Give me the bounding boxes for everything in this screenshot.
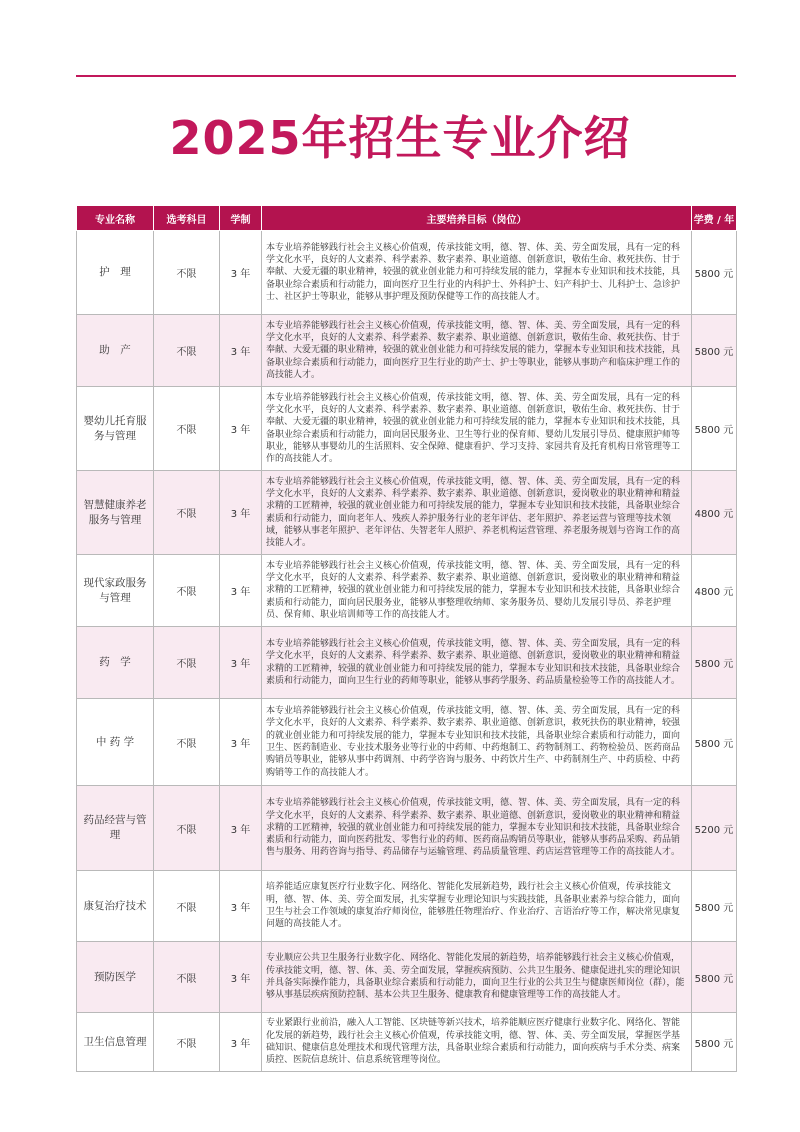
subject-cell: 不限 xyxy=(154,1013,220,1072)
duration-cell: 3 年 xyxy=(220,699,262,786)
fee-cell: 5800 元 xyxy=(692,315,737,387)
top-divider xyxy=(76,75,736,77)
major-name-cell: 康复治疗技术 xyxy=(77,871,154,942)
major-name-cell: 药 学 xyxy=(77,627,154,699)
subject-cell: 不限 xyxy=(154,471,220,555)
header-fee: 学费 / 年 xyxy=(692,206,737,231)
table-body xyxy=(77,231,737,1072)
fee-cell: 4800 元 xyxy=(692,471,737,555)
duration-cell: 3 年 xyxy=(220,315,262,387)
goal-cell: 本专业培养能够践行社会主义核心价值观，传承技能文明，德、智、体、美、劳全面发展，具有一定的科学文化水平，良好的人文素养、科学素养、数字素养、职业道德、创新意识，爱岗敬业的职业精神和精益求精的工匠精神，较强的就业创业能力和可持续发展的能力，掌握本专业知识和技术技能，具备职业综合素质和行动能力，面向居民服务业，能够从事整理收纳师、家务服务员、婴幼儿发展引导员、养老护理员、保育师、职业培训师等工作的高技能人才。 xyxy=(262,555,692,627)
subject-cell: 不限 xyxy=(154,627,220,699)
major-name-cell: 婴幼儿托育服务与管理 xyxy=(77,387,154,471)
table-row xyxy=(77,627,737,699)
fee-cell: 5800 元 xyxy=(692,699,737,786)
duration-cell: 3 年 xyxy=(220,231,262,315)
goal-cell: 本专业培养能够践行社会主义核心价值观，传承技能文明，德、智、体、美、劳全面发展，具有一定的科学文化水平，良好的人文素养、科学素养、数字素养、职业道德、创新意识，敬佑生命、救死扶伤、甘于奉献、大爱无疆的职业精神，较强的就业创业能力和可持续发展的能力，掌握本专业知识和技术技能，具备职业综合素质和行动能力，面向医疗卫生行业的助产士、护士等职业，能够从事助产和临床护理工作的高技能人才。 xyxy=(262,315,692,387)
duration-cell: 3 年 xyxy=(220,1013,262,1072)
header-subject: 选考科目 xyxy=(154,206,220,231)
page-title: 2025年招生专业介绍 xyxy=(169,111,631,165)
goal-cell: 本专业培养能够践行社会主义核心价值观，传承技能文明，德、智、体、美、劳全面发展，具有一定的科学文化水平，良好的人文素养、科学素养、数字素养、职业道德、创新意识，爱岗敬业的职业精神和精益求精的工匠精神，较强的就业创业能力和可持续发展的能力，掌握本专业知识和技术技能，具备职业综合素质和行动能力，面向卫生行业的药师等职业，能够从事药学服务、药品质量检验等工作的高技能人才。 xyxy=(262,627,692,699)
duration-cell: 3 年 xyxy=(220,942,262,1013)
major-name-cell: 护 理 xyxy=(77,231,154,315)
duration-cell: 3 年 xyxy=(220,555,262,627)
header-goal: 主要培养目标（岗位） xyxy=(262,206,692,231)
duration-cell: 3 年 xyxy=(220,627,262,699)
fee-cell: 5800 元 xyxy=(692,231,737,315)
fee-cell: 5800 元 xyxy=(692,871,737,942)
table-row xyxy=(77,942,737,1013)
duration-cell: 3 年 xyxy=(220,786,262,871)
subject-cell: 不限 xyxy=(154,786,220,871)
fee-cell: 5800 元 xyxy=(692,387,737,471)
subject-cell: 不限 xyxy=(154,555,220,627)
major-name-cell: 预防医学 xyxy=(77,942,154,1013)
majors-table xyxy=(76,205,737,1072)
duration-cell: 3 年 xyxy=(220,387,262,471)
table-row xyxy=(77,387,737,471)
goal-cell: 本专业培养能够践行社会主义核心价值观，传承技能文明，德、智、体、美、劳全面发展，具有一定的科学文化水平，良好的人文素养、科学素养、数字素养、职业道德、创新意识，爱岗敬业的职业精神和精益求精的工匠精神，较强的就业创业能力和可持续发展的能力，掌握本专业知识和技术技能，具备职业综合素质和行动能力，面向医药批发、零售行业的药师、医药商品购销员等职业，能够从事药品采购、药品销售与服务、用药咨询与指导、药品储存与运输管理、药品质量管理、药店运营管理等工作的高技能人才。 xyxy=(262,786,692,871)
table-row xyxy=(77,471,737,555)
duration-cell: 3 年 xyxy=(220,871,262,942)
duration-cell: 3 年 xyxy=(220,471,262,555)
goal-cell: 本专业培养能够践行社会主义核心价值观，传承技能文明，德、智、体、美、劳全面发展，具有一定的科学文化水平，良好的人文素养、科学素养、数字素养、职业道德、创新意识，救死扶伤的职业精神，较强的就业创业能力和可持续发展的能力，掌握本专业知识和技术技能，具备职业综合素质和行动能力，面向卫生、医药制造业、专业技术服务业等行业的中药师、中药炮制工、药物制剂工、药物检验员、医药商品购销员等职业，能够从事中药调剂、中药学咨询与服务、中药饮片生产、中药制剂生产、中药质检、中药购销等工作的高技能人才。 xyxy=(262,699,692,786)
subject-cell: 不限 xyxy=(154,871,220,942)
subject-cell: 不限 xyxy=(154,699,220,786)
goal-cell: 培养能适应康复医疗行业数字化、网络化、智能化发展新趋势，践行社会主义核心价值观，传承技能文明，德、智、体、美、劳全面发展，扎实掌握专业理论知识与实践技能，具备职业素养与综合能力，面向卫生与社会工作领域的康复治疗师岗位，能够胜任物理治疗、作业治疗、言语治疗等工作，解决常见康复问题的高技能人才。 xyxy=(262,871,692,942)
fee-cell: 5800 元 xyxy=(692,627,737,699)
fee-cell: 5200 元 xyxy=(692,786,737,871)
major-name-cell: 药品经营与管理 xyxy=(77,786,154,871)
goal-cell: 本专业培养能够践行社会主义核心价值观，传承技能文明，德、智、体、美、劳全面发展，具有一定的科学文化水平，良好的人文素养、科学素养、数字素养、职业道德、创新意识，敬佑生命、救死扶伤、甘于奉献、大爱无疆的职业精神，较强的就业创业能力和可持续发展的能力，掌握本专业知识和技术技能，具备职业综合素质和行动能力，面向居民服务业、卫生等行业的保育师、婴幼儿发展引导员、健康照护师等职业，能够从事婴幼儿的生活照料、安全保障、健康看护、学习支持、家园共育及托育机构日常管理等工作的高技能人才。 xyxy=(262,387,692,471)
table-row xyxy=(77,231,737,315)
subject-cell: 不限 xyxy=(154,942,220,1013)
goal-cell: 本专业培养能够践行社会主义核心价值观，传承技能文明，德、智、体、美、劳全面发展，具有一定的科学文化水平，良好的人文素养、科学素养、数字素养、职业道德、创新意识，敬佑生命、救死扶伤、甘于奉献、大爱无疆的职业精神，较强的就业创业能力和可持续发展的能力，掌握本专业知识和技术技能，具备职业综合素质和行动能力，面向医疗卫生行业的内科护士、外科护士、妇产科护士、儿科护士、急诊护士、社区护士等职业，能够从事护理及预防保健等工作的高技能人才。 xyxy=(262,231,692,315)
table-row xyxy=(77,699,737,786)
table-row xyxy=(77,786,737,871)
fee-cell: 5800 元 xyxy=(692,942,737,1013)
table-row xyxy=(77,1013,737,1072)
header-duration: 学制 xyxy=(220,206,262,231)
major-name-cell: 卫生信息管理 xyxy=(77,1013,154,1072)
table-row xyxy=(77,871,737,942)
table-row xyxy=(77,315,737,387)
major-name-cell: 现代家政服务与管理 xyxy=(77,555,154,627)
table-header-row xyxy=(77,206,737,231)
subject-cell: 不限 xyxy=(154,387,220,471)
goal-cell: 本专业培养能够践行社会主义核心价值观，传承技能文明，德、智、体、美、劳全面发展，具有一定的科学文化水平，良好的人文素养、科学素养、数字素养、职业道德、创新意识，爱岗敬业的职业精神和精益求精的工匠精神，较强的就业创业能力和可持续发展的能力，掌握本专业知识和技术技能，具备职业综合素质和行动能力，面向老年人、残疾人养护服务行业的老年评估、老年照护、养老运营与管理等技术领域，能够从事老年照护、老年评估、失智老年人照护、养老机构运营管理、养老服务规划与咨询工作的高技能人才。 xyxy=(262,471,692,555)
table-row xyxy=(77,555,737,627)
subject-cell: 不限 xyxy=(154,315,220,387)
goal-cell: 专业紧跟行业前沿，融入人工智能、区块链等新兴技术，培养能顺应医疗健康行业数字化、网络化、智能化发展的新趋势，践行社会主义核心价值观，传承技能文明，德、智、体、美、劳全面发展，掌握医学基础知识、健康信息处理技术和现代管理方法，具备职业综合素质和行动能力，面向疾病与手术分类、病案质控、医院信息统计、信息系统管理等岗位。 xyxy=(262,1013,692,1072)
major-name-cell: 智慧健康养老服务与管理 xyxy=(77,471,154,555)
subject-cell: 不限 xyxy=(154,231,220,315)
major-name-cell: 中 药 学 xyxy=(77,699,154,786)
goal-cell: 专业顺应公共卫生服务行业数字化、网络化、智能化发展的新趋势，培养能够践行社会主义核心价值观，传承技能文明，德、智、体、美、劳全面发展，掌握疾病预防、公共卫生服务、健康促进扎实的理论知识并具备实际操作能力，具备职业综合素质和行动能力，面向卫生行业的公共卫生与健康医师岗位（群），能够从事基层疾病预防控制、基本公共卫生服务、健康教育和健康管理等工作的高技能人才。 xyxy=(262,942,692,1013)
fee-cell: 5800 元 xyxy=(692,1013,737,1072)
major-name-cell: 助 产 xyxy=(77,315,154,387)
fee-cell: 4800 元 xyxy=(692,555,737,627)
header-major-name: 专业名称 xyxy=(77,206,154,231)
